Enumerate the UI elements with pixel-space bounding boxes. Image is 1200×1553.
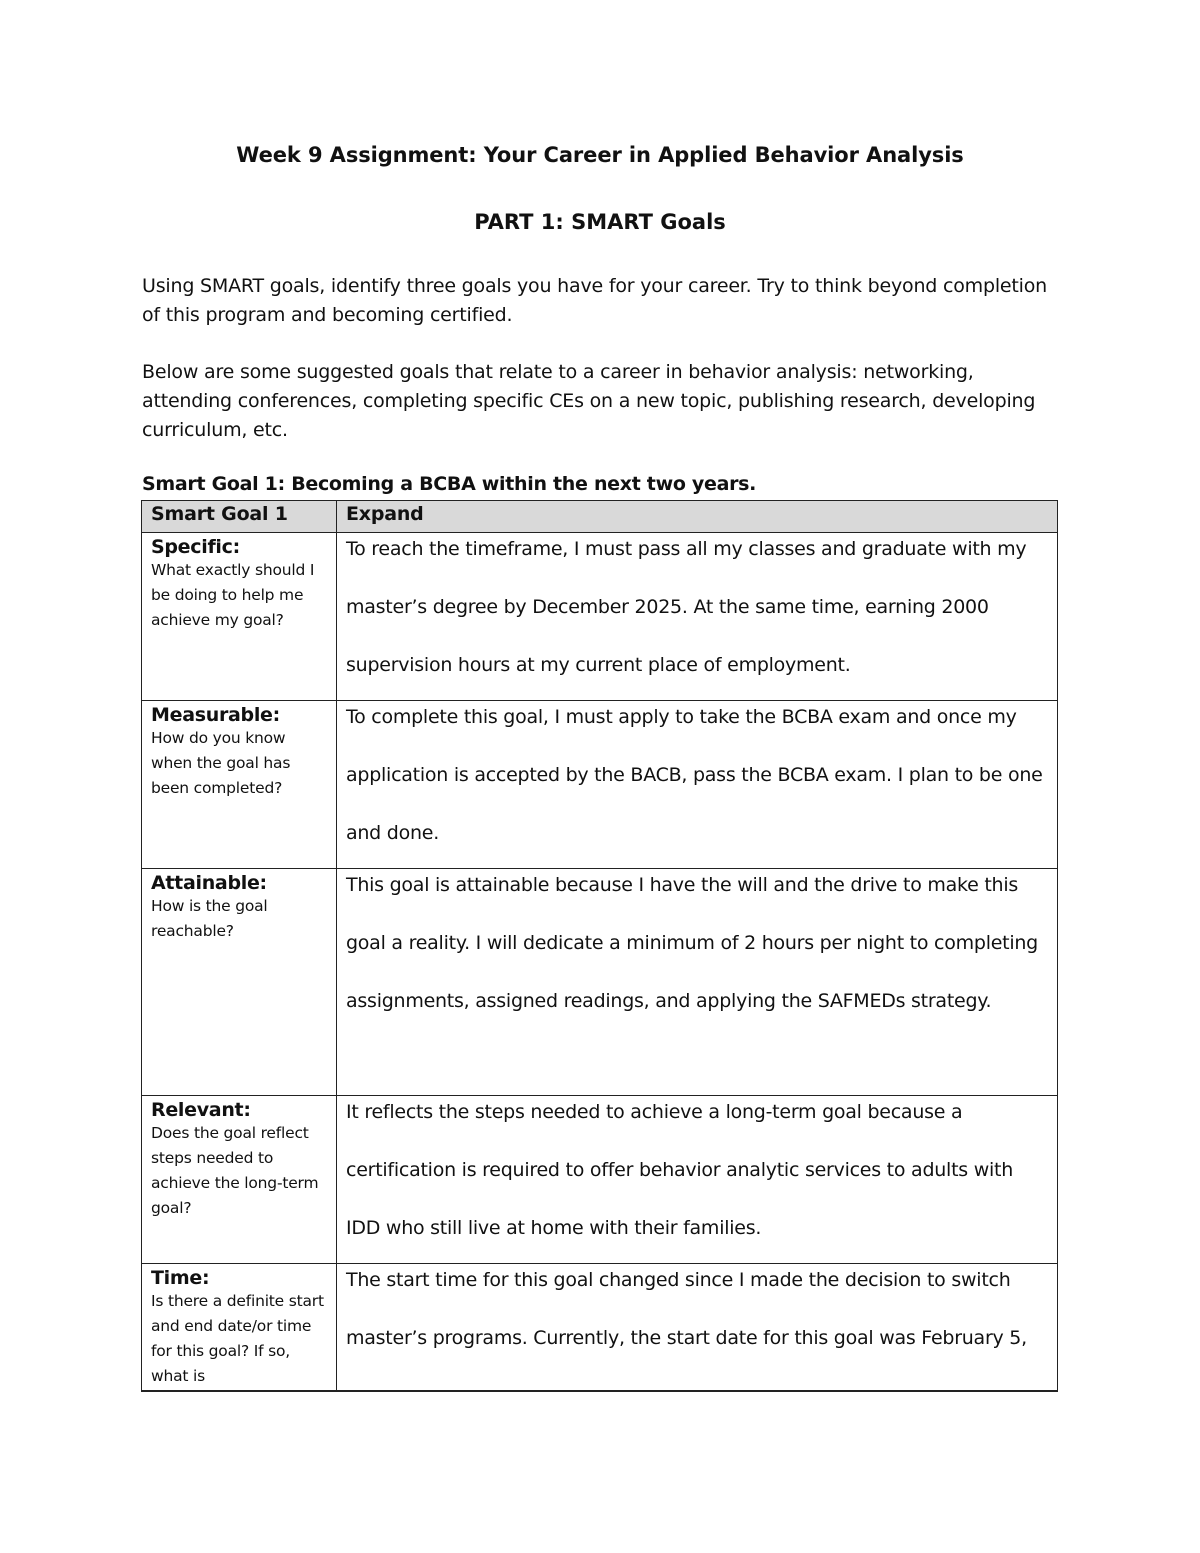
criterion-label: Time: [151,1267,210,1289]
answer-cell [337,701,1058,869]
criterion-cell [142,701,337,869]
criterion-question: How do you know when the goal has been completed? [151,729,291,797]
table-row-attainable [142,869,1058,1096]
table-row-time [142,1264,1058,1392]
criterion-label: Relevant: [151,1099,251,1121]
answer-cell [337,533,1058,701]
smart-goal-table [141,500,1058,1392]
criterion-question: What exactly should I be doing to help me achieve my goal? [151,561,315,629]
header-expand: Expand [337,501,1058,533]
criterion-cell [142,533,337,701]
table-header-row [142,501,1058,533]
criterion-question: Does the goal reflect steps needed to achieve the long-term goal? [151,1124,319,1217]
suggestions-paragraph: Below are some suggested goals that relate to a career in behavior analysis: networking, attending conferences, completing specific CEs on a new topic, publishing research, developing curriculum, etc. [142,361,1036,441]
table-row-relevant [142,1096,1058,1264]
answer-cell [337,1096,1058,1264]
criterion-question: How is the goal reachable? [151,897,268,940]
criterion-cell [142,1264,337,1392]
answer-text: To reach the timeframe, I must pass all my classes and graduate with my master’s degree by December 2025. At the same time, earning 2000 supervision hours at my current place of employment. [346,538,1027,676]
table-row-specific [142,533,1058,701]
table-row-measurable [142,701,1058,869]
answer-text: To complete this goal, I must apply to take the BCBA exam and once my application is accepted by the BACB, pass the BCBA exam. I plan to be one and done. [346,706,1043,844]
answer-text: This goal is attainable because I have the will and the drive to make this goal a reality. I will dedicate a minimum of 2 hours per night to completing assignments, assigned readings, and applying the SAFMEDs strategy. [346,874,1038,1012]
criterion-label: Attainable: [151,872,267,894]
criterion-cell [142,869,337,1096]
answer-cell [337,1264,1058,1392]
smart-goal-heading: Smart Goal 1: Becoming a BCBA within the next two years. [142,473,757,495]
criterion-label: Measurable: [151,704,280,726]
header-smart-goal: Smart Goal 1 [142,501,337,533]
criterion-label: Specific: [151,536,240,558]
criterion-question: Is there a definite start and end date/or time for this goal? If so, what is [151,1292,324,1385]
criterion-cell [142,1096,337,1264]
part-heading: PART 1: SMART Goals [474,210,726,234]
answer-text: The start time for this goal changed since I made the decision to switch master’s programs. Currently, the start date for this goal was February 5, [346,1269,1027,1349]
answer-text: It reflects the steps needed to achieve a long-term goal because a certification is required to offer behavior analytic services to adults with IDD who still live at home with their families. [346,1101,1014,1239]
answer-cell [337,869,1058,1096]
intro-paragraph: Using SMART goals, identify three goals you have for your career. Try to think beyond completion of this program and becoming certified. [142,275,1047,326]
document-title: Week 9 Assignment: Your Career in Applied Behavior Analysis [236,143,964,167]
